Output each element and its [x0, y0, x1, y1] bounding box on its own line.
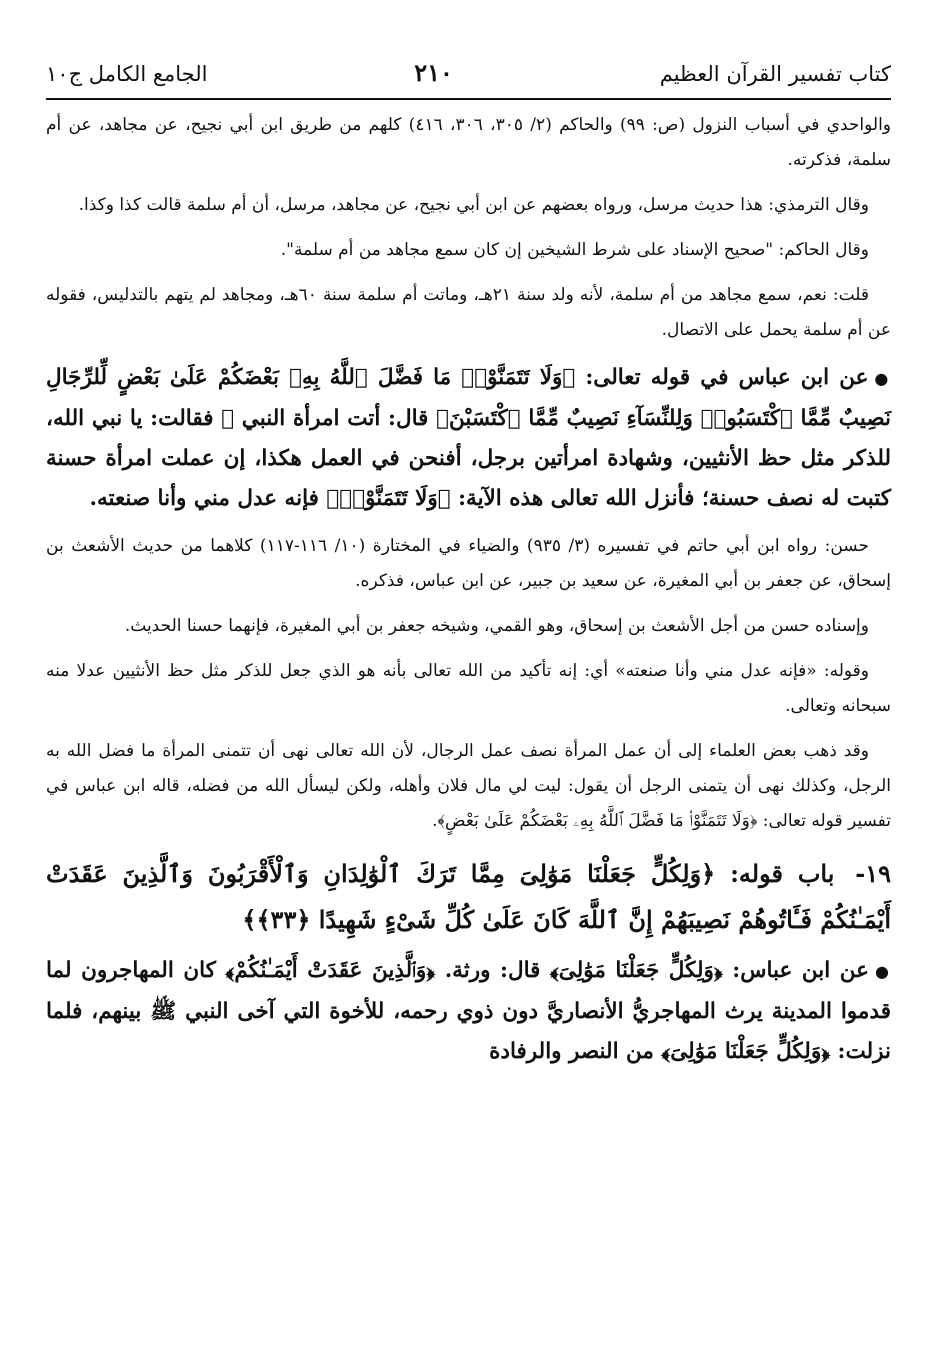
paragraph-grading: حسن: رواه ابن أبي حاتم في تفسيره (٣/ ٩٣٥) والضياء في المختارة (١٠/ ١١٦-١١٧) كلاهما من حديث الأشعث بن إسحاق، عن جعفر بن أبي المغيرة، عن سعيد بن جبير، عن ابن عباس، فذكره.: [46, 536, 891, 591]
chapter-title: باب قوله: ﴿وَلِكُلٍّ جَعَلْنَا مَوَٰلِىَ مِمَّا تَرَكَ ٱلْوَٰلِدَانِ وَٱلْأَقْرَبُونَ وَٱلَّذِينَ عَقَدَتْ أَيْمَـٰنُكُمْ فَـَٔاتُوهُمْ نَصِيبَهُمْ إِنَّ ٱللَّهَ كَانَ عَلَىٰ كُلِّ شَىْءٍ شَهِيدًا ﴿٣٣﴾﴾: [46, 859, 891, 934]
paragraph-isnad: وإسناده حسن من أجل الأشعث بن إسحاق، وهو القمي، وشيخه جعفر بن أبي المغيرة، فإنهما حسنا الحديث.: [124, 616, 869, 636]
document-page: [46, 58, 891, 1358]
hadith-mawali: ● عن ابن عباس: ﴿وَلِكُلٍّ جَعَلْنَا مَوَٰلِىَ﴾ قال: ورثة. ﴿وَٱلَّذِينَ عَقَدَتْ أَيْمَـٰنُكُمْ﴾ كان المهاجرون لما قدموا المدينة يرث المهاجريُّ الأنصاريَّ دون ذوي رحمه، للأخوة التي آخى النبي ﷺ بينهم، فلما نزلت: ﴿وَلِكُلٍّ جَعَلْنَا مَوَٰلِىَ﴾ من النصر والرفادة: [46, 951, 891, 1072]
header-rule: [46, 98, 891, 100]
paragraph-hakim: وقال الحاكم: "صحيح الإسناد على شرط الشيخين إن كان سمع مجاهد من أم سلمة".: [280, 240, 869, 260]
volume-title: الجامع الكامل ج١٠: [46, 62, 208, 86]
paragraph-scholars: وقد ذهب بعض العلماء إلى أن عمل المرأة نصف عمل الرجال، لأن الله تعالى نهى أن تتمنى المرأة ما فضل الله به الرجل، وكذلك نهى أن يتمنى الرجل أن يقول: ليت لي مال فلان وأهله، ولكن ليسأل الله من فضله، قاله ابن عباس في تفسير قوله تعالى: ﴿وَلَا تَتَمَنَّوْا۟ مَا فَضَّلَ ٱللَّهُ بِهِۦ بَعْضَكُمْ عَلَىٰ بَعْضٍ﴾.: [46, 741, 891, 831]
chapter-number: ١٩-: [855, 859, 891, 888]
hadith-ibn-abbas: ● عن ابن عباس في قوله تعالى: ﴿وَلَا تَتَمَنَّوْا۟ مَا فَضَّلَ ٱللَّهُ بِهِۦ بَعْضَكُمْ عَلَىٰ بَعْضٍ لِّلرِّجَالِ نَصِيبٌ مِّمَّا ٱكْتَسَبُوا۟ وَلِلنِّسَآءِ نَصِيبٌ مِّمَّا ٱكْتَسَبْنَ﴾ قال: أتت امرأة النبي ﷺ فقالت: يا نبي الله، للذكر مثل حظ الأنثيين، وشهادة امرأتين برجل، أفنحن في العمل هكذا، إن عملت امرأة حسنة كتبت له نصف حسنة؛ فأنزل الله تعالى هذه الآية: ﴿وَلَا تَتَمَنَّوْا۟﴾ فإنه عدل مني وأنا صنعته.: [46, 358, 891, 519]
page-number: ٢١٠: [414, 58, 453, 87]
paragraph-tirmidhi: وقال الترمذي: هذا حديث مرسل، ورواه بعضهم عن ابن أبي نجيح، عن مجاهد، مرسل، أن أم سلمة قالت كذا وكذا.: [78, 195, 869, 215]
page-header: [46, 58, 891, 92]
paragraph-explanation: وقوله: «فإنه عدل مني وأنا صنعته» أي: إنه تأكيد من الله تعالى بأنه هو الذي جعل للذكر مثل حظ الأنثيين عدلا منه سبحانه وتعالى.: [46, 661, 891, 716]
paragraph-qultu: قلت: نعم، سمع مجاهد من أم سلمة، لأنه ولد سنة ٢١هـ، وماتت أم سلمة سنة ٦٠هـ، ومجاهد لم يتهم بالتدليس، فقوله عن أم سلمة يحمل على الاتصال.: [46, 285, 891, 340]
body-text: [46, 108, 891, 1072]
book-title: كتاب تفسير القرآن العظيم: [659, 62, 891, 86]
paragraph-sources: والواحدي في أسباب النزول (ص: ٩٩) والحاكم (٢/ ٣٠٥، ٣٠٦، ٤١٦) كلهم من طريق ابن أبي نجيح، عن مجاهد، عن أم سلمة، فذكرته.: [46, 115, 892, 170]
chapter-heading: [46, 851, 891, 943]
